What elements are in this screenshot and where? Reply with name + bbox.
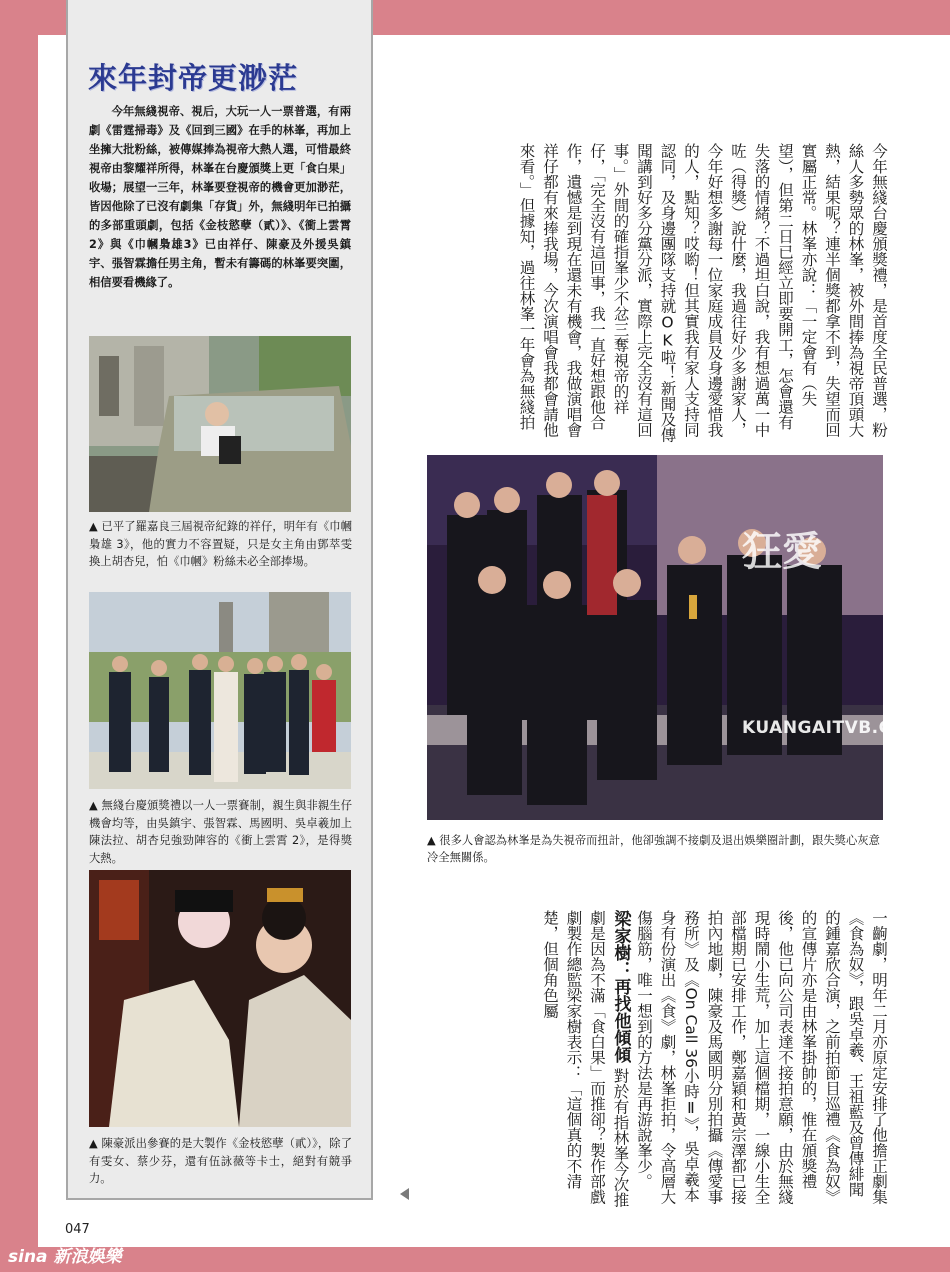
photo-group-caption: ▲ 無綫台慶頒獎禮以一人一票賽制，親生與非親生仔機會均等，由吳鎮宇、張智霖、馬國明、吳卓羲加上陳法拉、胡杏兒強勁陣容的《衝上雲霄 2》，是得獎大熱。 <box>89 799 352 865</box>
watermark-url: KUANGAITVB.COM <box>742 718 924 738</box>
photo-costume-illustration <box>89 870 351 1127</box>
article-body-top: 今年無綫台慶頒獎禮，是首度全民普選，粉絲人多勢眾的林峯，被外間捧為視帝頂頭大熱，結果呢？連半個獎都拿不到，失望而回實屬正常。林峯亦說：「一定會有（失望），但第二日已經立即要開工，怎會還有失落的情緒？不過坦白說，我有想過萬一中咗（得獎）說什麼，我過往好少多謝家人，今年好想多謝每一位家庭成員及身邊愛惜我的人，點知？哎喲！但其實我有家人支持同認同，及身邊團隊支持就OK啦！新聞及傳聞講到好多分黨分派，實際上完全沒有這回事。」外間的確指峯少不忿三奪視帝的祥仔，「完全沒有這回事，我一直好想跟他合作，遺憾是到現在還未有機會，我做演唱會祥仔都有來捧我場，今次演唱會我都會請他來看。」但據知，過往林峯一年會為無綫拍 <box>517 143 888 443</box>
photo-award-stage-caption: ▲ 很多人會認為林峯是為失視帝而扭計，他卻強調不接劇及退出娛樂圈計劃，跟失獎心灰意冷全無關係。 <box>427 834 880 864</box>
photo-jeep-illustration <box>89 336 351 512</box>
article-headline: 來年封帝更渺茫 <box>88 61 299 95</box>
photo-group <box>89 592 351 789</box>
photo-award-stage-illustration <box>427 455 883 820</box>
article-subhead: 梁家樹：再找他傾傾 <box>610 910 631 1063</box>
page-number: 047 <box>65 1222 90 1237</box>
continue-arrow-icon <box>400 1188 409 1200</box>
watermark-logo: 狂愛 <box>742 529 822 575</box>
article-body-bottom-part2: 對於有指林峯今次推劇是因為不滿「食白果」而推卻？製作部戲劇製作總監梁家樹表示：「這個真的不清楚，但個角色屬 <box>541 910 630 1208</box>
article-intro: 今年無綫視帝、視后，大玩一人一票普選，有兩劇《雷霆掃毒》及《回到三國》在手的林峯，再加上坐擁大批粉絲，被傳媒捧為視帝大熱人選，可惜最終視帝由黎耀祥所得，林峯在台慶頒獎上更「食白果」收場；展望一三年，林峯要登視帝的機會更加渺茫，皆因他除了已沒有劇集「存貨」外，無綫明年已拍攝的多部重頭劇，包括《金枝慾孽（貳）》、《衝上雲霄2》與《巾幗梟雄3》已由祥仔、陳豪及外援吳鎮宇、張智霖擔任男主角，暫未有籌碼的林峯要突圍，相信要看機緣了。 <box>89 105 351 289</box>
photo-jeep <box>89 336 351 512</box>
article-body-bottom-part1: 一齣劇，明年二月亦原定安排了他擔正劇集《食為奴》，跟吳卓羲、王祖藍及曾傳緋聞的鍾嘉欣合演，之前拍節目巡禮《食為奴》的宣傳片亦是由林峯掛帥的，惟在頒獎禮後，他已向公司表達不接拍意願，由於無綫現時鬧小生荒，加上這個檔期，一線小生全部檔期已安排工作，鄭嘉穎和黃宗澤都已接拍內地劇，陳豪及馬國明分別拍攝《傳愛事務所》及《On Call 36小時Ⅱ》，吳卓羲本身有份演出《食》劇，林峯拒拍，令高層大傷腦筋，唯一想到的方法是再游說峯少。 <box>635 910 888 1205</box>
photo-costume-caption: ▲ 陳豪派出參賽的是大製作《金枝慾孽（貳）》，除了有雯女、蔡少芬，還有伍詠薇等卡士，絕對有競爭力。 <box>89 1137 352 1185</box>
article-body-bottom <box>420 910 890 1210</box>
photo-costume <box>89 870 351 1127</box>
photo-jeep-caption: ▲ 已平了羅嘉良三屆視帝紀錄的祥仔，明年有《巾幗梟雄 3》，他的實力不容置疑，只是女主角由鄧萃雯換上胡杏兒，怕《巾幗》粉絲未必全部捧場。 <box>89 520 352 568</box>
photo-award-stage <box>427 455 883 820</box>
footer-logo: sina 新浪娛樂 <box>8 1247 122 1267</box>
photo-group-illustration <box>89 592 351 789</box>
